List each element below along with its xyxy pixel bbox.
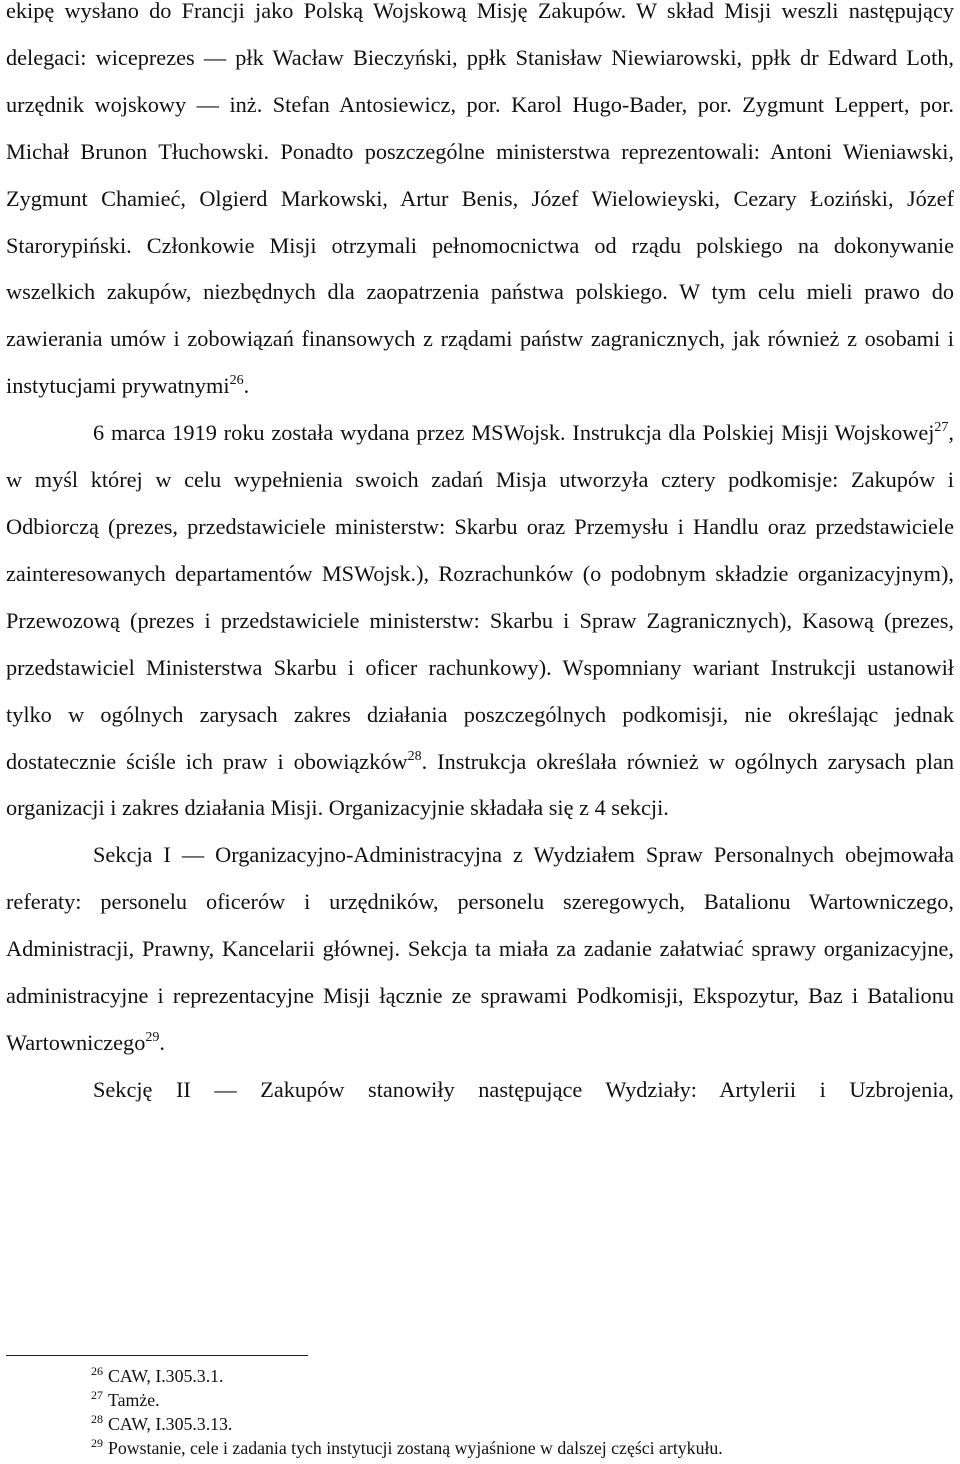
footnote-text: CAW, I.305.3.13. [108,1414,233,1434]
paragraph-1 [6,0,954,410]
footnote-separator [6,1355,308,1356]
paragraph-text: ekipę wysłano do Francji jako Polską Wojskową Misję Zakupów. W skład Misji weszli następujący delegaci: wiceprezes — płk Wacław Bieczyński, ppłk Stanisław Niewiarowski, ppłk dr Edward Loth, urzędnik wojskowy — inż. Stefan Antosiewicz, por. Karol Hugo-Bader, por. Zygmunt Leppert, por. Michał Brunon Tłuchowski. Ponadto poszczególne ministerstwa reprezentowali: Antoni Wieniawski, Zygmunt Chamieć, Olgierd Markowski, Artur Benis, Józef Wielowieyski, Cezary Łoziński, Józef Starorypiński. Członkowie Misji otrzymali pełnomocnictwa od rządu polskiego na dokonywanie wszelkich zakupów, niezbędnych dla zaopatrzenia państwa polskiego. W tym celu mieli prawo do zawierania umów i zobowiązań finansowych z rządami państw zagranicznych, jak również z osobami i instytucjami prywatnymi [6,0,954,399]
paragraph-text: , w myśl której w celu wypełnienia swoich zadań Misja utworzyła cztery podkomisje: Zakupów i Odbiorczą (prezes, przedstawiciele ministerstw: Skarbu oraz Przemysłu i Handlu oraz przedstawiciele zainteresowanych departamentów MSWojsk.), Rozrachunków (o podobnym składzie organizacyjnym), Przewozową (prezes i przedstawiciele ministerstw: Skarbu i Spraw Zagranicznych), Kasową (prezes, przedstawiciel Ministerstwa Skarbu i oficer rachunkowy). Wspomniany wariant Instrukcji ustanowił tylko w ogólnych zarysach zakres działania poszczególnych podkomisji, nie określając jednak dostatecznie ściśle ich praw i obowiązków [6,420,954,774]
paragraph-4 [6,1067,954,1114]
footnote-27 [91,1388,951,1412]
paragraph-text: . Instrukcja określała również w ogólnych zarysach plan organizacji i zakres działania Misji. Organizacyjnie składała się z 4 sekcji. [6,748,954,821]
footnote-ref-26[interactable]: 26 [229,373,244,389]
footnotes [91,1364,951,1460]
footnote-29 [91,1436,951,1460]
footnote-number: 28 [91,1412,103,1426]
footnote-number: 26 [91,1364,103,1378]
footnote-ref-28[interactable]: 28 [407,748,422,764]
paragraph-2 [6,410,954,832]
paragraph-text: Sekcję II — Zakupów stanowiły następujące Wydziały: Artylerii i Uzbrojenia, [93,1076,954,1102]
paragraph-text: . [159,1029,165,1055]
footnote-text: CAW, I.305.3.1. [108,1366,224,1386]
paragraph-text: Sekcja I — Organizacyjno-Administracyjna z Wydziałem Spraw Personalnych obejmowała referaty: personelu oficerów i urzędników, personelu szeregowych, Batalionu Wartowniczego, Administracji, Prawny, Kancelarii głównej. Sekcja ta miała za zadanie załatwiać sprawy organizacyjne, administracyjne i reprezentacyjne Misji łącznie ze sprawami Podkomisji, Ekspozytur, Baz i Batalionu Wartowniczego [6,842,954,1055]
footnote-ref-29[interactable]: 29 [145,1029,160,1045]
footnote-ref-27[interactable]: 27 [934,420,949,436]
paragraph-text: 6 marca 1919 roku została wydana przez MSWojsk. Instrukcja dla Polskiej Misji Wojskowej [93,420,935,446]
document-page [6,0,954,1126]
footnote-text: Powstanie, cele i zadania tych instytucji zostaną wyjaśnione w dalszej części artykułu. [108,1438,723,1458]
body-text [6,0,954,1114]
paragraph-text: . [243,373,250,399]
paragraph-3 [6,832,954,1067]
footnote-number: 29 [91,1436,103,1450]
footnote-text: Tamże. [108,1390,160,1410]
footnote-28 [91,1412,951,1436]
footnote-26 [91,1364,951,1388]
footnote-number: 27 [91,1388,103,1402]
